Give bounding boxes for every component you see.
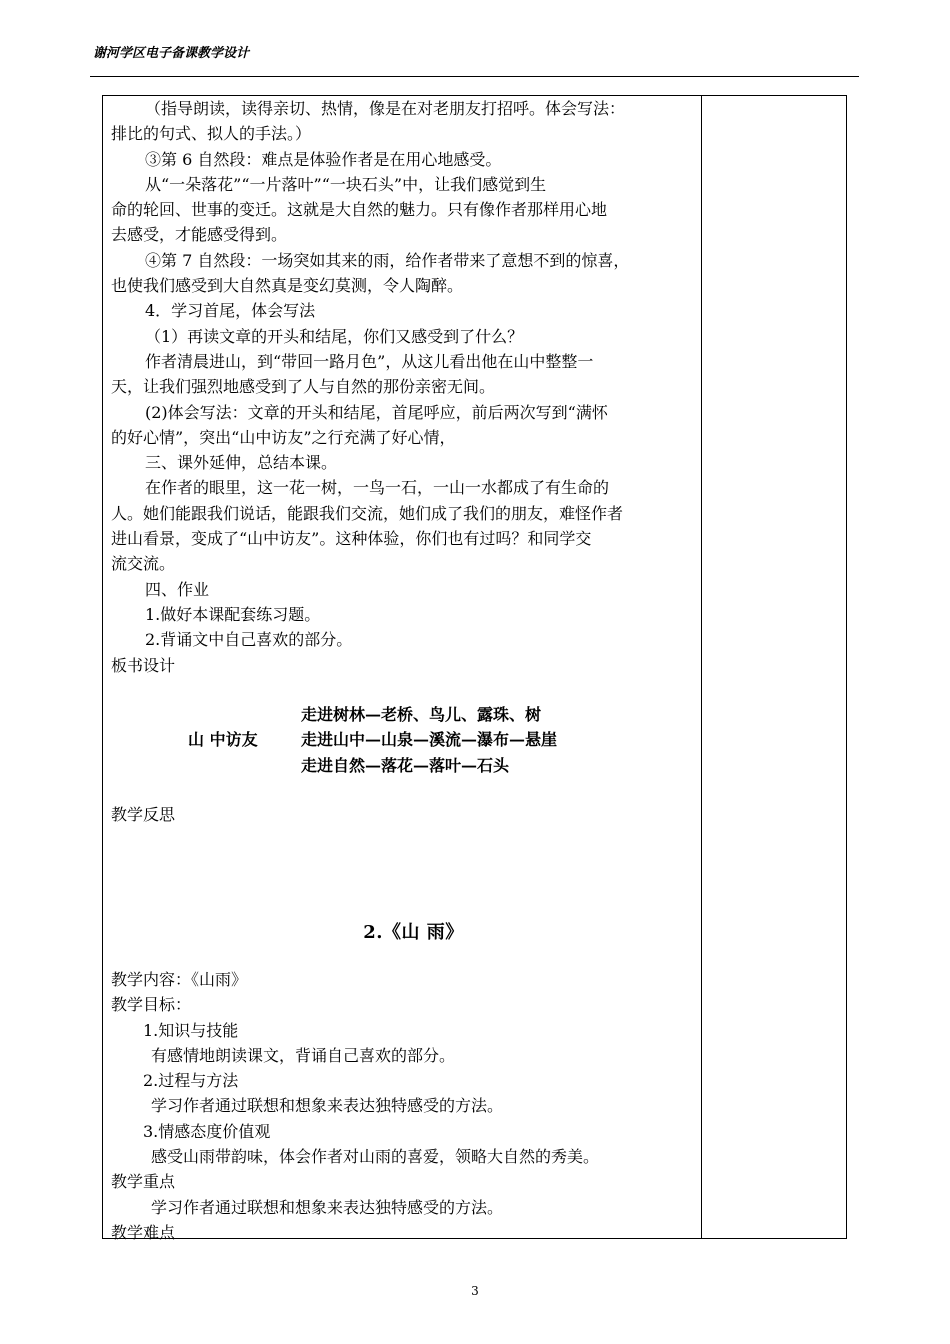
body-line: 命的轮回、世事的变迁。这就是大自然的魅力。只有像作者那样用心地 [111, 200, 608, 220]
table-column-divider [701, 95, 702, 1239]
body-line: 的好心情”，突出“山中访友”之行充满了好心情， [111, 427, 456, 447]
body-line: 三、课外延伸，总结本课。 [145, 453, 338, 473]
page-number: 3 [471, 1284, 479, 1298]
board-line: 走进树林—老桥、鸟儿、露珠、树 [301, 704, 542, 724]
lesson-2-line: 教学重点 [111, 1172, 176, 1192]
body-line: (2)体会写法：文章的开头和结尾，首尾呼应，前后两次写到“满怀 [145, 402, 608, 422]
body-line: 2.背诵文中自己喜欢的部分。 [145, 630, 353, 650]
board-design-label: 板书设计 [111, 655, 176, 675]
body-line: 4．学习首尾，体会写法 [145, 301, 316, 321]
header-rule [90, 76, 859, 77]
reflection-label: 教学反思 [111, 805, 176, 825]
board-line: 走进山中—山泉—溪流—瀑布—悬崖 [301, 730, 558, 750]
lesson-2-line: 1.知识与技能 [143, 1020, 239, 1040]
lesson-content-cell [111, 96, 696, 1245]
board-line: 走进自然—落花—落叶—石头 [301, 755, 510, 775]
body-line: ④第 7 自然段：一场突如其来的雨，给作者带来了意想不到的惊喜， [145, 250, 630, 270]
lesson-2-line: 教学内容：《山雨》 [111, 969, 248, 989]
body-line: ③第 6 自然段：难点是体验作者是在用心地感受。 [145, 149, 502, 169]
board-left-label: 山 中访友 [188, 730, 258, 750]
lesson-2-line: 感受山雨带韵味，体会作者对山雨的喜爱，领略大自然的秀美。 [151, 1147, 600, 1166]
lesson-2-line: 学习作者通过联想和想象来表达独特感受的方法。 [151, 1197, 504, 1217]
lesson-2-line: 学习作者通过联想和想象来表达独特感受的方法。 [151, 1096, 504, 1116]
body-line: 在作者的眼里，这一花一树，一鸟一石，一山一水都成了有生命的 [145, 478, 610, 498]
body-line: 从“一朵落花”“一片落叶”“一块石头”中，让我们感觉到生 [145, 174, 547, 194]
body-line: 流交流。 [111, 554, 176, 574]
body-line: （指导朗读，读得亲切、热情，像是在对老朋友打招呼。体会写法： [145, 99, 626, 118]
document-header-title: 谢河学区电子备课教学设计 [93, 46, 250, 61]
body-line: 去感受，才能感受得到。 [111, 225, 288, 245]
body-line: 天，让我们强烈地感受到了人与自然的那份亲密无间。 [111, 377, 496, 397]
lesson-2-line: 2.过程与方法 [143, 1071, 239, 1091]
lesson-2-line: 教学难点 [111, 1222, 176, 1242]
body-line: 四、作业 [145, 579, 210, 599]
body-line: （1）再读文章的开头和结尾，你们又感受到了什么？ [145, 326, 524, 346]
body-line: 作者清晨进山，到“带回一路月色”，从这儿看出他在山中整整一 [145, 351, 594, 371]
body-line: 排比的句式、拟人的手法。） [111, 124, 312, 144]
body-line: 1.做好本课配套练习题。 [145, 604, 321, 624]
lesson-2-line: 有感情地朗读课文，背诵自己喜欢的部分。 [151, 1045, 456, 1065]
body-line: 人。她们能跟我们说话，能跟我们交流，她们成了我们的朋友，难怪作者 [111, 503, 624, 523]
body-line: 也使我们感受到大自然真是变幻莫测，令人陶醉。 [111, 276, 464, 296]
lesson-2-line: 3.情感态度价值观 [143, 1121, 271, 1141]
body-line: 进山看景，变成了“山中访友”。这种体验，你们也有过吗？和同学交 [111, 529, 592, 549]
lesson-2-line: 教学目标： [111, 995, 192, 1015]
board-design [111, 702, 696, 779]
lesson-2-title: 2.《山 雨》 [363, 921, 464, 943]
